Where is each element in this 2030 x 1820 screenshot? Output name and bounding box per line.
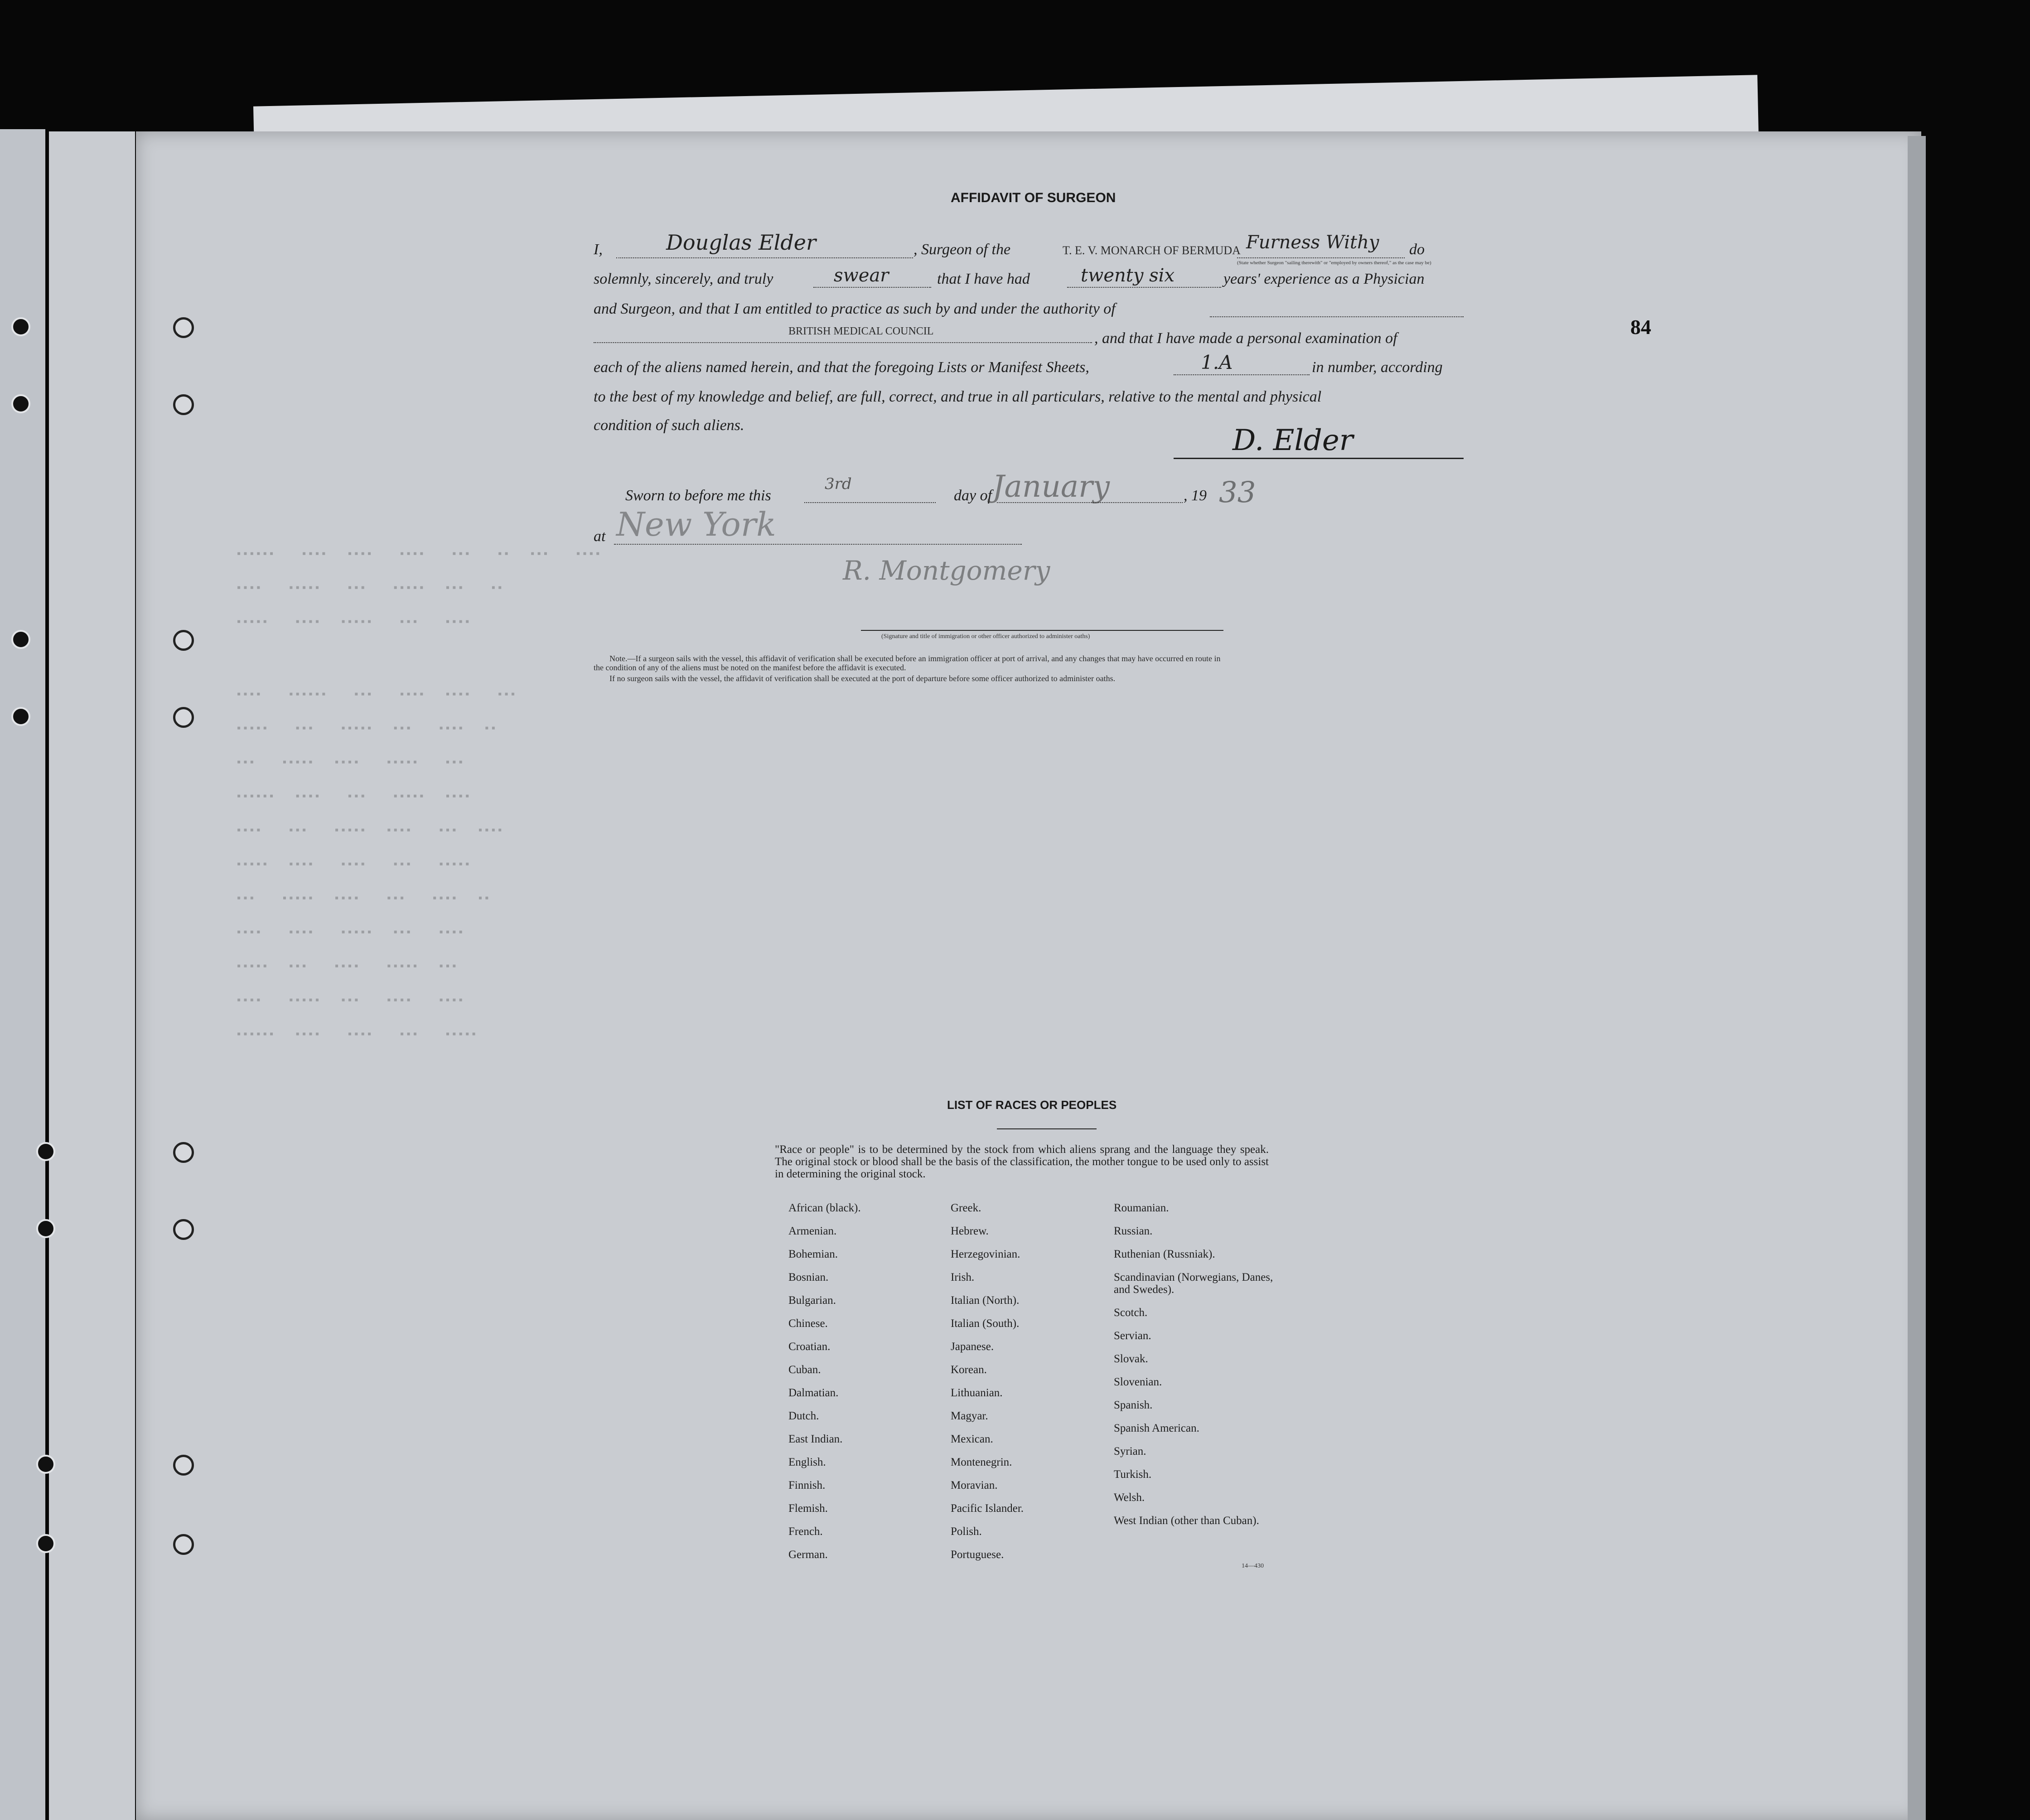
sworn-day: 3rd (825, 475, 852, 493)
race-item: East Indian. (788, 1433, 843, 1445)
bleed-through-row: ▪▪▪▪▪ ▪▪▪ ▪▪▪▪ ▪▪▪▪▪ ▪▪▪ (236, 961, 458, 973)
sworn-month-line (997, 502, 1183, 503)
authority-line (1210, 316, 1464, 317)
race-item: Finnish. (788, 1479, 826, 1491)
affidavit-text: solemnly, sincerely, and truly (594, 271, 773, 287)
bleed-through-row: ▪▪▪▪▪ ▪▪▪▪ ▪▪▪▪▪ ▪▪▪ ▪▪▪▪ (236, 616, 471, 629)
affidavit-text: do (1409, 241, 1425, 258)
race-item: Russian. (1114, 1225, 1153, 1237)
officer-signature-line (861, 630, 1223, 631)
punch-hole (11, 707, 30, 726)
bleed-through-row: ▪▪▪▪ ▪▪▪▪▪ ▪▪▪ ▪▪▪▪▪ ▪▪▪ ▪▪ (236, 582, 503, 595)
sworn-day-line (804, 502, 936, 503)
affidavit-text: that I have had (937, 271, 1030, 287)
note-line: Note.—If a surgeon sails with the vessel, this affidavit of verification shall be executed before an immigration officer at port of arrival, and any changes that may have occurred en route in (609, 654, 1221, 663)
punch-hole (173, 1142, 194, 1163)
race-item: Bohemian. (788, 1248, 838, 1260)
race-item: Syrian. (1114, 1445, 1146, 1457)
race-item: Polish. (951, 1525, 982, 1538)
race-item: English. (788, 1456, 826, 1468)
race-item: African (black). (788, 1202, 861, 1214)
officer-caption: (Signature and title of immigration or other officer authorized to administer oaths) (881, 633, 1090, 640)
race-item: Flemish. (788, 1502, 828, 1515)
affidavit-text: condition of such aliens. (594, 417, 744, 434)
sheets-line (1174, 374, 1310, 375)
race-item: Armenian. (788, 1225, 837, 1237)
ship-type: Furness Withy (1246, 232, 1379, 253)
bleed-through-row: ▪▪▪▪ ▪▪▪▪ ▪▪▪▪▪ ▪▪▪ ▪▪▪▪ (236, 927, 464, 939)
race-item: Roumanian. (1114, 1202, 1169, 1214)
races-column-1 (788, 1196, 861, 1566)
race-item: Scotch. (1114, 1307, 1148, 1319)
years-experience: twenty six (1081, 265, 1175, 286)
punch-hole (173, 317, 194, 338)
years-line (1067, 287, 1221, 288)
form-number: 14—430 (1242, 1563, 1264, 1569)
race-item: Dutch. (788, 1410, 819, 1422)
punch-hole (36, 1219, 55, 1238)
bleed-through-row: ▪▪▪▪▪▪ ▪▪▪▪ ▪▪▪▪ ▪▪▪▪ ▪▪▪ ▪▪ ▪▪▪ ▪▪▪▪ (236, 548, 601, 561)
sworn-place: New York (616, 505, 776, 543)
bleed-through-row: ▪▪▪▪▪▪ ▪▪▪▪ ▪▪▪ ▪▪▪▪▪ ▪▪▪▪ (236, 791, 471, 803)
race-item: Magyar. (951, 1410, 988, 1422)
race-item: Slovenian. (1114, 1376, 1162, 1388)
affidavit-text: years' experience as a Physician (1223, 271, 1425, 287)
affidavit-text: at (594, 528, 606, 545)
race-item: Turkish. (1114, 1468, 1152, 1481)
affidavit-text: Sworn to before me this (625, 487, 771, 504)
oath-line (813, 287, 931, 288)
note-line: the condition of any of the aliens must be noted on the manifest before the affidavit is executed. (594, 663, 906, 672)
note-line: If no surgeon sails with the vessel, the affidavit of verification shall be executed at the port of departure before some officer authorized to administer oaths. (609, 674, 1116, 683)
race-item: Italian (South). (951, 1317, 1020, 1330)
officer-signature: R. Montgomery (843, 555, 1050, 586)
sworn-month: January (992, 469, 1110, 504)
race-item: Spanish. (1114, 1399, 1153, 1411)
race-item: Slovak. (1114, 1353, 1148, 1365)
ship-type-line (1237, 257, 1405, 258)
authority-line-2 (594, 342, 1092, 343)
race-item: West Indian (other than Cuban). (1114, 1515, 1259, 1527)
bleed-through-row: ▪▪▪ ▪▪▪▪▪ ▪▪▪▪ ▪▪▪ ▪▪▪▪ ▪▪ (236, 893, 490, 905)
affidavit-text: I, (594, 241, 603, 258)
left-page-strip (49, 131, 135, 1820)
affidavit-text: , and that I have made a personal examination of (1094, 330, 1397, 347)
races-title: LIST OF RACES OR PEOPLES (947, 1098, 1117, 1112)
race-item: Chinese. (788, 1317, 828, 1330)
races-column-3 (1114, 1196, 1286, 1527)
race-item: Montenegrin. (951, 1456, 1012, 1468)
punch-hole (36, 1455, 55, 1474)
race-item: Pacific Islander. (951, 1502, 1024, 1515)
race-item: Hebrew. (951, 1225, 989, 1237)
surgeon-signature: D. Elder (1232, 424, 1353, 457)
bleed-through-row: ▪▪▪▪ ▪▪▪▪▪ ▪▪▪ ▪▪▪▪ ▪▪▪▪ (236, 995, 464, 1007)
race-item: Mexican. (951, 1433, 993, 1445)
races-title-rule (997, 1128, 1097, 1129)
page-edge-shadow (1908, 136, 1926, 1820)
affidavit-text: in number, according (1312, 359, 1443, 376)
affidavit-text: , 19 (1184, 487, 1207, 504)
race-item: Welsh. (1114, 1491, 1145, 1504)
punch-hole (11, 394, 30, 413)
race-item: Ruthenian (Russniak). (1114, 1248, 1215, 1260)
sheets-count: 1.A (1201, 351, 1233, 373)
place-line (614, 544, 1022, 545)
race-item: Herzegovinian. (951, 1248, 1020, 1260)
race-item: Cuban. (788, 1364, 821, 1376)
ship-type-note: (State whether Surgeon "sailing therewith" or "employed by owners thereof," as the case may be) (1237, 260, 1431, 266)
page-number: 84 (1630, 315, 1651, 339)
punch-hole (173, 1219, 194, 1240)
race-item: French. (788, 1525, 823, 1538)
punch-hole (173, 1455, 194, 1476)
bleed-through-row: ▪▪▪ ▪▪▪▪▪ ▪▪▪▪ ▪▪▪▪▪ ▪▪▪ (236, 757, 464, 769)
signature-line (1174, 458, 1464, 459)
affidavit-text: each of the aliens named herein, and that the foregoing Lists or Manifest Sheets, (594, 359, 1089, 376)
authority-name: BRITISH MEDICAL COUNCIL (788, 325, 934, 337)
punch-hole (173, 630, 194, 651)
race-item: Croatian. (788, 1341, 831, 1353)
race-item: Bulgarian. (788, 1294, 836, 1307)
punch-hole (173, 1534, 194, 1555)
punch-hole (173, 394, 194, 415)
punch-hole (11, 630, 30, 649)
surgeon-name: Douglas Elder (666, 230, 816, 255)
race-item: Lithuanian. (951, 1387, 1003, 1399)
name-line (616, 257, 913, 258)
ship-name: T. E. V. MONARCH OF BERMUDA (1063, 244, 1241, 257)
sworn-year: 33 (1219, 476, 1256, 509)
race-item: German. (788, 1549, 828, 1561)
races-intro: "Race or people" is to be determined by the stock from which aliens sprang and the language they speak. The original stock or blood shall be the basis of the classification, the mother tongue to be used only to assist in determining the original stock. (775, 1143, 1269, 1180)
manifest-page (136, 131, 1921, 1820)
race-item: Scandinavian (Norwegians, Danes, and Swedes). (1114, 1271, 1273, 1296)
bleed-through-row: ▪▪▪▪▪▪ ▪▪▪▪ ▪▪▪▪ ▪▪▪ ▪▪▪▪▪ (236, 1029, 477, 1041)
race-item: Bosnian. (788, 1271, 829, 1283)
race-item: Korean. (951, 1364, 987, 1376)
affidavit-title: AFFIDAVIT OF SURGEON (951, 190, 1116, 205)
race-item: Spanish American. (1114, 1422, 1199, 1434)
punch-hole (11, 317, 30, 336)
race-item: Portuguese. (951, 1549, 1004, 1561)
oath-word: swear (834, 265, 889, 286)
affidavit-text: day of (954, 487, 992, 504)
left-page-edge (0, 129, 45, 1820)
race-item: Servian. (1114, 1330, 1151, 1342)
race-item: Dalmatian. (788, 1387, 839, 1399)
bleed-through-row: ▪▪▪▪▪ ▪▪▪ ▪▪▪▪▪ ▪▪▪ ▪▪▪▪ ▪▪ (236, 723, 497, 735)
bleed-through-row: ▪▪▪▪▪ ▪▪▪▪ ▪▪▪▪ ▪▪▪ ▪▪▪▪▪ (236, 859, 471, 871)
affidavit-text: , Surgeon of the (914, 241, 1011, 258)
punch-hole (36, 1534, 55, 1553)
punch-hole (36, 1142, 55, 1161)
race-item: Irish. (951, 1271, 975, 1283)
race-item: Italian (North). (951, 1294, 1020, 1307)
race-item: Greek. (951, 1202, 981, 1214)
bleed-through-row: ▪▪▪▪ ▪▪▪ ▪▪▪▪▪ ▪▪▪▪ ▪▪▪ ▪▪▪▪ (236, 825, 503, 837)
races-column-2 (951, 1196, 1024, 1566)
affidavit-text: to the best of my knowledge and belief, are full, correct, and true in all particulars, relative to the mental and physical (594, 388, 1322, 405)
race-item: Japanese. (951, 1341, 994, 1353)
affidavit-text: and Surgeon, and that I am entitled to practice as such by and under the authority of (594, 300, 1116, 317)
race-item: Moravian. (951, 1479, 998, 1491)
punch-hole (173, 707, 194, 728)
bleed-through-row: ▪▪▪▪ ▪▪▪▪▪▪ ▪▪▪ ▪▪▪▪ ▪▪▪▪ ▪▪▪ (236, 689, 517, 701)
